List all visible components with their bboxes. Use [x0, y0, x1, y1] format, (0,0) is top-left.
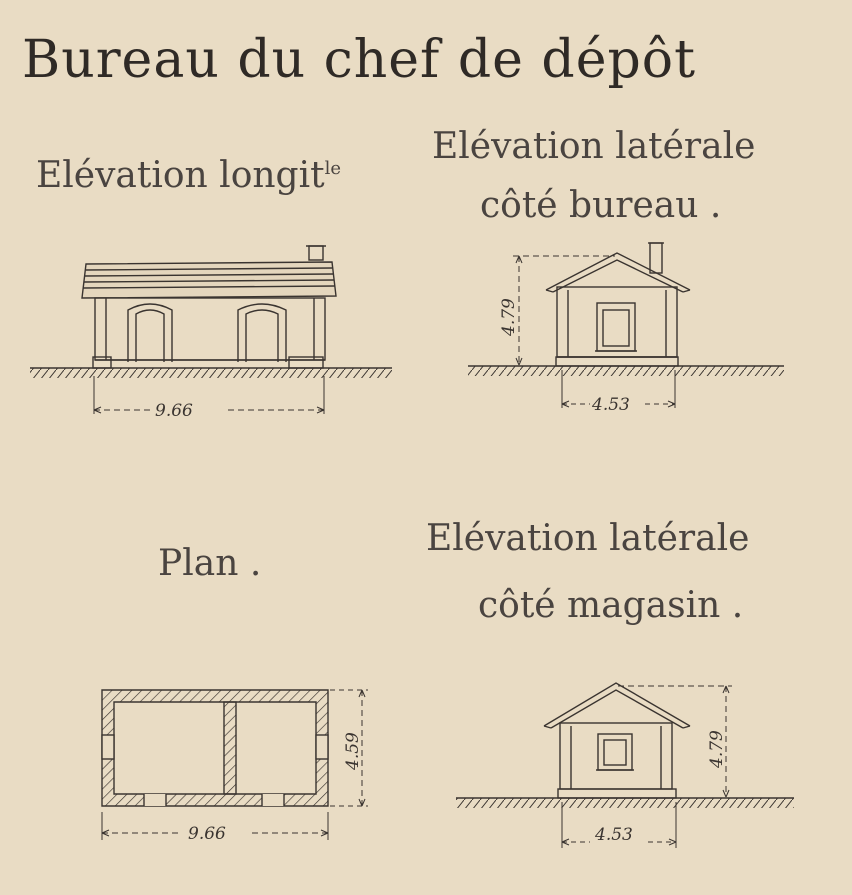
page-title: Bureau du chef de dépôt	[22, 30, 696, 90]
dim-longitudinal-width: 9.66	[155, 401, 193, 421]
dim-side-magasin-width: 4.53	[595, 825, 633, 845]
label-side-magasin-line1: Elévation latérale	[426, 518, 750, 559]
dim-plan-width: 9.66	[188, 824, 226, 844]
label-side-bureau-line2: côté bureau .	[480, 185, 722, 226]
longitudinal-elevation	[30, 246, 392, 414]
dim-side-bureau-height: 4.79	[499, 298, 519, 336]
label-side-magasin-line2: côté magasin .	[478, 585, 744, 626]
side-elevation-magasin	[456, 683, 794, 848]
dim-side-bureau-width: 4.53	[592, 395, 630, 415]
label-plan: Plan .	[158, 543, 262, 584]
label-longitudinal-text: Elévation longit	[36, 155, 325, 196]
dim-side-magasin-height: 4.79	[707, 730, 727, 768]
floor-plan	[102, 690, 368, 840]
label-longitudinal-sup: le	[324, 158, 342, 179]
label-side-bureau-line1: Elévation latérale	[432, 126, 756, 167]
dim-plan-depth: 4.59	[343, 732, 363, 770]
